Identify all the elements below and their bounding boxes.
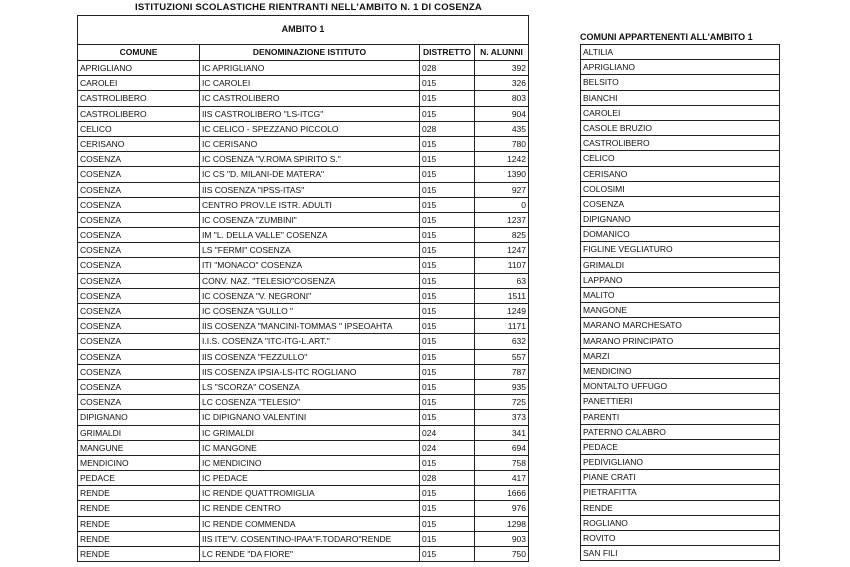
cell-alunni: 903 [511, 533, 526, 544]
comune-item: CELICO [581, 151, 779, 166]
comune-item: PARENTI [581, 410, 779, 425]
cell-distretto: 015 [420, 198, 475, 212]
cell-comune: RENDE [78, 517, 200, 531]
cell-distretto: 015 [420, 365, 475, 379]
table-row [78, 380, 528, 395]
comune-item: LAPPANO [581, 273, 779, 288]
header-distretto: DISTRETTO [420, 45, 475, 60]
cell-distretto: 015 [420, 228, 475, 242]
cell-distretto: 015 [420, 410, 475, 424]
cell-alunni: 904 [511, 108, 526, 119]
cell-alunni: 1511 [507, 290, 526, 301]
cell-distretto: 015 [420, 456, 475, 470]
cell-comune: COSENZA [78, 304, 200, 318]
cell-comune: DIPIGNANO [78, 410, 200, 424]
cell-istituto: IC RENDE COMMENDA [200, 517, 420, 531]
table-row [78, 334, 528, 349]
table-row [78, 167, 528, 182]
cell-istituto: IC CAROLEI [200, 76, 420, 90]
comune-item: PIETRAFITTA [581, 485, 779, 500]
cell-comune: RENDE [78, 547, 200, 561]
cell-comune: CERISANO [78, 137, 200, 151]
cell-istituto: IC RENDE CENTRO [200, 501, 420, 515]
table-row [78, 456, 528, 471]
cell-distretto: 015 [420, 91, 475, 105]
cell-distretto: 015 [420, 152, 475, 166]
cell-istituto: IIS CASTROLIBERO "LS-ITCG" [200, 107, 420, 121]
comune-item: MARZI [581, 349, 779, 364]
cell-istituto: LC COSENZA "TELESIO" [200, 395, 420, 409]
comune-item: PATERNO CALABRO [581, 425, 779, 440]
cell-alunni: 1171 [507, 321, 526, 332]
cell-alunni: 694 [511, 442, 526, 453]
cell-istituto: IC CELICO - SPEZZANO PICCOLO [200, 122, 420, 136]
cell-istituto: IC CS "D. MILANI-DE MATERA" [200, 167, 420, 181]
table-row [78, 152, 528, 167]
cell-comune: CAROLEI [78, 76, 200, 90]
cell-istituto: IC COSENZA "V. NEGRONI" [200, 289, 420, 303]
page-title: ISTITUZIONI SCOLASTICHE RIENTRANTI NELL'AMBITO N. 1 DI COSENZA [135, 2, 482, 13]
comune-item: PEDIVIGLIANO [581, 455, 779, 470]
cell-distretto: 015 [420, 517, 475, 531]
table-row [78, 91, 528, 106]
cell-alunni: 780 [511, 138, 526, 149]
cell-istituto: IC DIPIGNANO VALENTINI [200, 410, 420, 424]
cell-alunni: 1242 [507, 154, 526, 165]
cell-alunni: 392 [511, 63, 526, 73]
table-row [78, 350, 528, 365]
comune-item: MALITO [581, 288, 779, 303]
cell-alunni: 750 [511, 549, 526, 559]
cell-distretto: 015 [420, 304, 475, 318]
comuni-title: COMUNI APPARTENENTI ALL'AMBITO 1 [580, 32, 753, 42]
comune-item: MANGONE [581, 303, 779, 318]
cell-alunni: 1107 [507, 260, 526, 271]
cell-comune: CELICO [78, 122, 200, 136]
comune-item: CASTROLIBERO [581, 136, 779, 151]
cell-comune: COSENZA [78, 183, 200, 197]
cell-comune: COSENZA [78, 365, 200, 379]
cell-comune: COSENZA [78, 243, 200, 257]
cell-alunni: 1249 [507, 306, 526, 316]
table-row [78, 304, 528, 319]
cell-comune: RENDE [78, 486, 200, 500]
cell-istituto: IC PEDACE [200, 471, 420, 485]
cell-distretto: 015 [420, 213, 475, 227]
cell-distretto: 015 [420, 76, 475, 90]
cell-distretto: 015 [420, 167, 475, 181]
table-row [78, 395, 528, 410]
cell-distretto: 024 [420, 426, 475, 440]
cell-alunni: 927 [511, 184, 526, 195]
table-row [78, 198, 528, 213]
comune-item: MONTALTO UFFUGO [581, 379, 779, 394]
cell-comune: COSENZA [78, 152, 200, 166]
cell-distretto: 015 [420, 137, 475, 151]
comune-item: ROGLIANO [581, 516, 779, 531]
comuni-list [580, 44, 780, 561]
cell-comune: GRIMALDI [78, 426, 200, 440]
cell-comune: MENDICINO [78, 456, 200, 470]
comune-item: PIANE CRATI [581, 470, 779, 485]
table-row [78, 258, 528, 273]
cell-alunni: 435 [511, 123, 526, 134]
cell-comune: COSENZA [78, 395, 200, 409]
header-comune: COMUNE [78, 45, 200, 60]
cell-comune: COSENZA [78, 213, 200, 227]
comuni-panel [580, 30, 780, 561]
cell-alunni: 632 [511, 336, 526, 347]
table-row [78, 486, 528, 501]
cell-alunni: 1390 [507, 169, 526, 180]
cell-alunni: 1237 [507, 214, 526, 225]
cell-istituto: LS "SCORZA" COSENZA [200, 380, 420, 394]
cell-comune: COSENZA [78, 167, 200, 181]
table-row [78, 441, 528, 456]
cell-alunni: 417 [511, 473, 526, 484]
cell-alunni: 725 [511, 397, 526, 408]
cell-alunni: 803 [511, 93, 526, 104]
comune-item: BIANCHI [581, 91, 779, 106]
cell-comune: RENDE [78, 532, 200, 546]
cell-comune: COSENZA [78, 228, 200, 242]
cell-distretto: 028 [420, 61, 475, 75]
cell-comune: PEDACE [78, 471, 200, 485]
comune-item: COSENZA [581, 197, 779, 212]
comune-item: MARANO PRINCIPATO [581, 334, 779, 349]
comune-item: SAN FILI [581, 546, 779, 561]
cell-distretto: 015 [420, 183, 475, 197]
cell-alunni: 63 [516, 275, 526, 286]
cell-distretto: 015 [420, 258, 475, 272]
table-row [78, 365, 528, 380]
comune-item: BELSITO [581, 75, 779, 90]
comune-item: APRIGLIANO [581, 60, 779, 75]
cell-distretto: 015 [420, 532, 475, 546]
table-row [78, 76, 528, 91]
cell-distretto: 028 [420, 122, 475, 136]
cell-distretto: 015 [420, 350, 475, 364]
cell-alunni: 1247 [507, 245, 526, 256]
cell-istituto: IC APRIGLIANO [200, 61, 420, 75]
comune-item: ALTILIA [581, 45, 779, 60]
cell-istituto: IM "L. DELLA VALLE" COSENZA [200, 228, 420, 242]
cell-distretto: 015 [420, 501, 475, 515]
comune-item: DOMANICO [581, 227, 779, 242]
table-row [78, 517, 528, 532]
cell-istituto: ITI "MONACO" COSENZA [200, 258, 420, 272]
cell-alunni: 976 [511, 503, 526, 514]
cell-istituto: IIS COSENZA "IPSS-ITAS" [200, 183, 420, 197]
comune-item: CERISANO [581, 167, 779, 182]
cell-istituto: IIS COSENZA IPSIA-LS-ITC ROGLIANO [200, 365, 420, 379]
header-alunni: N. ALUNNI [480, 47, 523, 57]
comune-item: PANETTIERI [581, 394, 779, 409]
header-denominazione: DENOMINAZIONE ISTITUTO [200, 45, 420, 60]
table-row [78, 183, 528, 198]
cell-istituto: IC RENDE QUATTROMIGLIA [200, 486, 420, 500]
cell-distretto: 015 [420, 486, 475, 500]
table-row [78, 501, 528, 516]
comune-item: PEDACE [581, 440, 779, 455]
cell-comune: COSENZA [78, 319, 200, 333]
cell-alunni: 1298 [507, 518, 526, 529]
cell-comune: MANGUNE [78, 441, 200, 455]
comune-item: MARANO MARCHESATO [581, 318, 779, 333]
comune-item: DIPIGNANO [581, 212, 779, 227]
cell-distretto: 015 [420, 395, 475, 409]
comune-item: FIGLINE VEGLIATURO [581, 242, 779, 257]
cell-distretto: 015 [420, 334, 475, 348]
cell-alunni: 758 [511, 457, 526, 468]
ambito-header: AMBITO 1 [78, 16, 528, 45]
cell-istituto: I.I.S. COSENZA "ITC-ITG-L.ART." [200, 334, 420, 348]
cell-distretto: 015 [420, 243, 475, 257]
cell-istituto: IC GRIMALDI [200, 426, 420, 440]
cell-istituto: IC CERISANO [200, 137, 420, 151]
cell-comune: COSENZA [78, 198, 200, 212]
comune-item: GRIMALDI [581, 258, 779, 273]
comune-item: ROVITO [581, 531, 779, 546]
table-row [78, 547, 528, 562]
table-row [78, 228, 528, 243]
istituti-table [77, 15, 529, 562]
cell-istituto: CENTRO PROV.LE ISTR. ADULTI [200, 198, 420, 212]
cell-alunni: 373 [511, 412, 526, 423]
cell-comune: CASTROLIBERO [78, 91, 200, 105]
cell-comune: CASTROLIBERO [78, 107, 200, 121]
table-row [78, 122, 528, 137]
cell-istituto: LC RENDE "DA FIORE" [200, 547, 420, 561]
cell-comune: COSENZA [78, 350, 200, 364]
table-row [78, 107, 528, 122]
cell-istituto: IC COSENZA "ZUMBINI" [200, 213, 420, 227]
cell-alunni: 787 [511, 366, 526, 377]
cell-comune: COSENZA [78, 274, 200, 288]
table-row [78, 471, 528, 486]
table-row [78, 61, 528, 76]
cell-alunni: 341 [511, 427, 526, 438]
table-row [78, 319, 528, 334]
cell-istituto: CONV. NAZ. "TELESIO"COSENZA [200, 274, 420, 288]
cell-alunni: 326 [511, 78, 526, 89]
cell-istituto: IIS COSENZA "FEZZULLO" [200, 350, 420, 364]
cell-comune: RENDE [78, 501, 200, 515]
comune-item: RENDE [581, 501, 779, 516]
table-row [78, 213, 528, 228]
cell-alunni: 557 [511, 351, 526, 362]
cell-distretto: 015 [420, 107, 475, 121]
cell-comune: COSENZA [78, 258, 200, 272]
cell-distretto: 015 [420, 319, 475, 333]
table-row [78, 243, 528, 258]
cell-comune: COSENZA [78, 289, 200, 303]
cell-distretto: 015 [420, 380, 475, 394]
cell-distretto: 028 [420, 471, 475, 485]
table-row [78, 274, 528, 289]
table-row [78, 426, 528, 441]
comune-item: CAROLEI [581, 106, 779, 121]
table-row [78, 410, 528, 425]
cell-distretto: 024 [420, 441, 475, 455]
cell-distretto: 015 [420, 289, 475, 303]
cell-distretto: 015 [420, 547, 475, 561]
cell-alunni: 0 [521, 199, 526, 210]
cell-istituto: IC COSENZA "GULLO " [200, 304, 420, 318]
table-header-row [78, 45, 528, 61]
comune-item: COLOSIMI [581, 182, 779, 197]
cell-istituto: IC CASTROLIBERO [200, 91, 420, 105]
table-row [78, 532, 528, 547]
cell-alunni: 825 [511, 230, 526, 241]
cell-istituto: IC MANGONE [200, 441, 420, 455]
cell-istituto: IIS ITE"V. COSENTINO-IPAA"F.TODARO"RENDE [200, 532, 420, 546]
comune-item: CASOLE BRUZIO [581, 121, 779, 136]
comune-item: MENDICINO [581, 364, 779, 379]
cell-istituto: IIS COSENZA "MANCINI-TOMMAS " IPSEOAHTA [200, 319, 420, 333]
cell-comune: APRIGLIANO [78, 61, 200, 75]
cell-distretto: 015 [420, 274, 475, 288]
cell-alunni: 1666 [507, 488, 526, 499]
cell-istituto: LS "FERMI" COSENZA [200, 243, 420, 257]
table-row [78, 137, 528, 152]
cell-alunni: 935 [511, 381, 526, 392]
cell-comune: COSENZA [78, 334, 200, 348]
cell-comune: COSENZA [78, 380, 200, 394]
table-row [78, 289, 528, 304]
cell-istituto: IC MENDICINO [200, 456, 420, 470]
cell-istituto: IC COSENZA "V.ROMA SPIRITO S." [200, 152, 420, 166]
